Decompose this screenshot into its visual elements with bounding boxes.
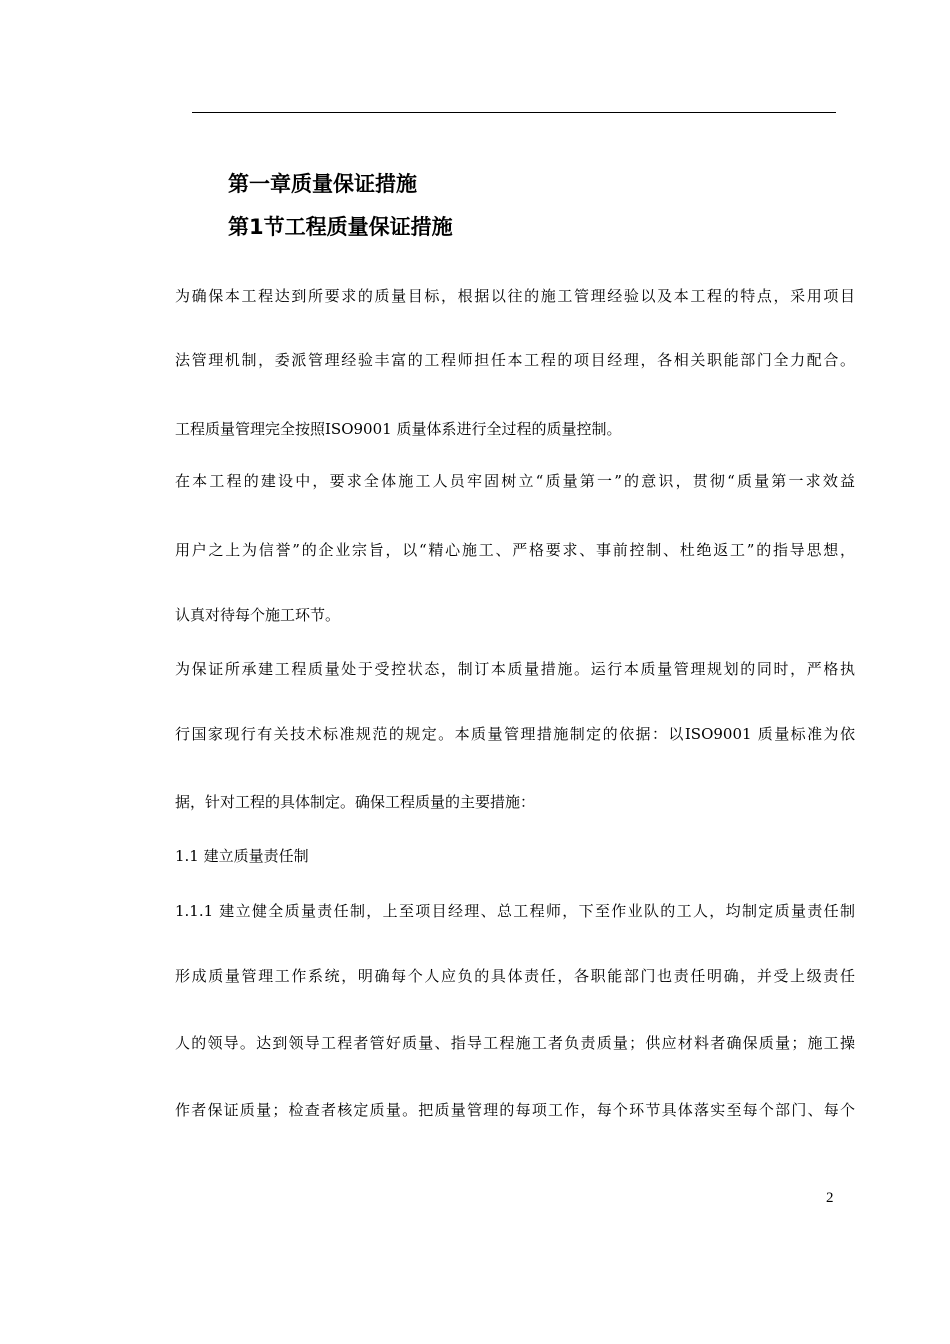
paragraph-line: 法管理机制，委派管理经验丰富的工程师担任本工程的项目经理，各相关职能部门全力配合。 [175, 351, 855, 369]
paragraph-line: 人的领导。达到领导工程者管好质量、指导工程施工者负责质量；供应材料者确保质量；施工操 [175, 1034, 855, 1052]
paragraph-line: 为保证所承建工程质量处于受控状态，制订本质量措施。运行本质量管理规划的同时，严格执 [175, 660, 855, 678]
paragraph-line: 作者保证质量；检查者核定质量。把质量管理的每项工作，每个环节具体落实至每个部门、每个 [175, 1101, 855, 1119]
paragraph-line: 行国家现行有关技术标准规范的规定。本质量管理措施制定的依据：以ISO9001 质量标准为依 [175, 725, 855, 743]
paragraph-line: 为确保本工程达到所要求的质量目标，根据以往的施工管理经验以及本工程的特点，采用项目 [175, 287, 855, 305]
header-rule [192, 112, 836, 113]
paragraph-line: 用户之上为信誉”的企业宗旨，以“精心施工、严格要求、事前控制、杜绝返工”的指导思想， [175, 541, 855, 559]
paragraph-line: 形成质量管理工作系统，明确每个人应负的具体责任，各职能部门也责任明确，并受上级责任 [175, 967, 855, 985]
paragraph-line: 认真对待每个施工环节。 [175, 606, 341, 624]
subsection-heading: 1.1 建立质量责任制 [175, 847, 309, 865]
chapter-title: 第一章质量保证措施 [228, 172, 417, 196]
section-title: 第1节工程质量保证措施 [228, 215, 453, 239]
paragraph-line: 工程质量管理完全按照ISO9001 质量体系进行全过程的质量控制。 [175, 420, 622, 438]
page-number: 2 [826, 1190, 834, 1206]
paragraph-line: 1.1.1 建立健全质量责任制，上至项目经理、总工程师，下至作业队的工人，均制定质量责任制 [175, 902, 855, 920]
paragraph-line: 在本工程的建设中，要求全体施工人员牢固树立“质量第一”的意识，贯彻“质量第一求效益 [175, 472, 855, 490]
paragraph-line: 据，针对工程的具体制定。确保工程质量的主要措施： [175, 793, 536, 811]
